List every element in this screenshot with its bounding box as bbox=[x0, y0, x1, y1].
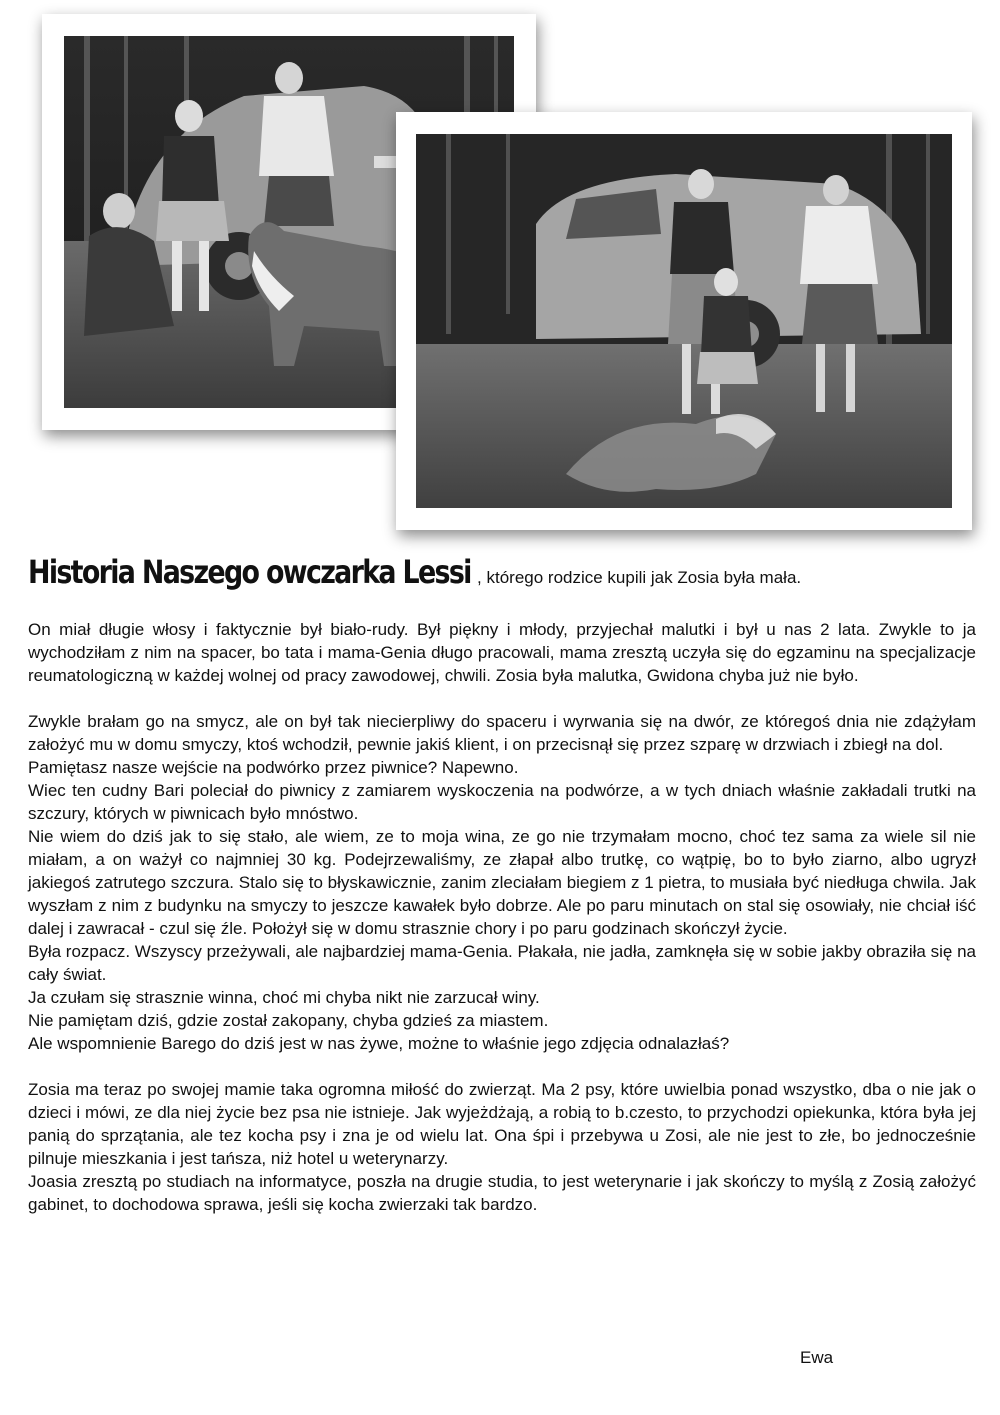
document-title: Historia Naszego owczarka Lessi bbox=[28, 553, 471, 591]
photo-women-and-girl-by-car bbox=[416, 134, 952, 508]
paragraph: Wiec ten cudny Bari poleciał do piwnicy z zamiarem wyskoczenia na podwórze, a w tych dniach właśnie zakładali trutki na szczury, których w piwnicach było mnóstwo. bbox=[28, 781, 976, 823]
signature: Ewa bbox=[800, 1348, 834, 1367]
document-title-continuation: , którego rodzice kupili jak Zosia była mała. bbox=[477, 568, 802, 587]
paragraph: Ja czułam się strasznie winna, choć mi chyba nikt nie zarzucał winy. bbox=[28, 988, 540, 1007]
paragraph: Była rozpacz. Wszyscy przeżywali, ale najbardziej mama-Genia. Płakała, nie jadła, zamknęła się w sobie jakby obraziła się na cały świat. bbox=[28, 942, 976, 984]
paragraph: Nie pamiętam dziś, gdzie został zakopany, chyba gdzieś za miastem. bbox=[28, 1011, 549, 1030]
paragraph: Nie wiem do dziś jak to się stało, ale wiem, ze to moja wina, ze go nie trzymałam mocno, choć tez sama za wiele sil nie miałam, a on ważył co najmniej 30 kg. Podejrzewaliśmy, ze złapał albo trutkę, co wątpię, bo to było ziarno, albo ugryzł jakiegoś zatrutego szczura. Stalo się to błyskawicznie, zanim zleciałam biegiem z 1 pietra, to musiała być niedługa chwila. Jak wyszłam z nim z budynku na smyczy to jeszcze kawałek było dobrze. Ale po paru minutach on stal się osowiały, nie chciał iść dalej i zawracał - czul się źle. Położył się w domu strasznie chory i po paru godzinach skończył życie. bbox=[28, 827, 976, 938]
paragraph: Pamiętasz nasze wejście na podwórko przez piwnice? Napewno. bbox=[28, 758, 519, 777]
paragraph: Zwykle brałam go na smycz, ale on był tak niecierpliwy do spaceru i wyrwania się na dwór, ze któregoś dnia nie zdążyłam założyć mu w domu smyczy, ktoś wchodził, pewnie jakiś klient, i on przecisnął się przez szparę w drzwiach i zbiegł na dol. bbox=[28, 712, 976, 754]
document-body bbox=[28, 618, 976, 1216]
paragraph-gap bbox=[28, 1055, 976, 1078]
paragraph: Zosia ma teraz po swojej mamie taka ogromna miłość do zwierząt. Ma 2 psy, które uwielbia ponad wszystko, dba o nie jak o dzieci i mówi, ze dla niej życie bez psa nie istnieje. Jak wyjeżdżają, a robią to b.czesto, to przychodzi opiekunka, która była jej panią do sprzątania, ale tez kocha psy i zna je od wielu lat. Ona śpi i przebywa u Zosi, ale nie jest to złe, bo jednocześnie pilnuje mieszkania i jest tańsza, niż hotel u weterynarzy. bbox=[28, 1080, 976, 1168]
document-title-line bbox=[28, 553, 978, 591]
paragraph-gap bbox=[28, 687, 976, 710]
paragraph: Joasia zresztą po studiach na informatyce, poszła na drugie studia, to jest weterynarie i jak skończy to myślą z Zosią założyć gabinet, to dochodowa sprawa, jeśli się kocha zwierzaki tak bardzo. bbox=[28, 1172, 976, 1214]
paragraph: On miał długie włosy i faktycznie był biało-rudy. Był piękny i młody, przyjechał malutki i był u nas 2 lata. Zwykle to ja wychodziłam z nim na spacer, bo tata i mama-Genia długo pracowali, mama zresztą uczyła się do egzaminu na specjalizacje reumatologiczną w każdej wolnej od pracy zawodowej, chwili. Zosia była malutka, Gwidona chyba już nie było. bbox=[28, 620, 976, 685]
photo-frame-right bbox=[396, 112, 972, 530]
paragraph: Ale wspomnienie Barego do dziś jest w nas żywe, możne to właśnie jego zdjęcia odnalazłaś? bbox=[28, 1034, 730, 1053]
